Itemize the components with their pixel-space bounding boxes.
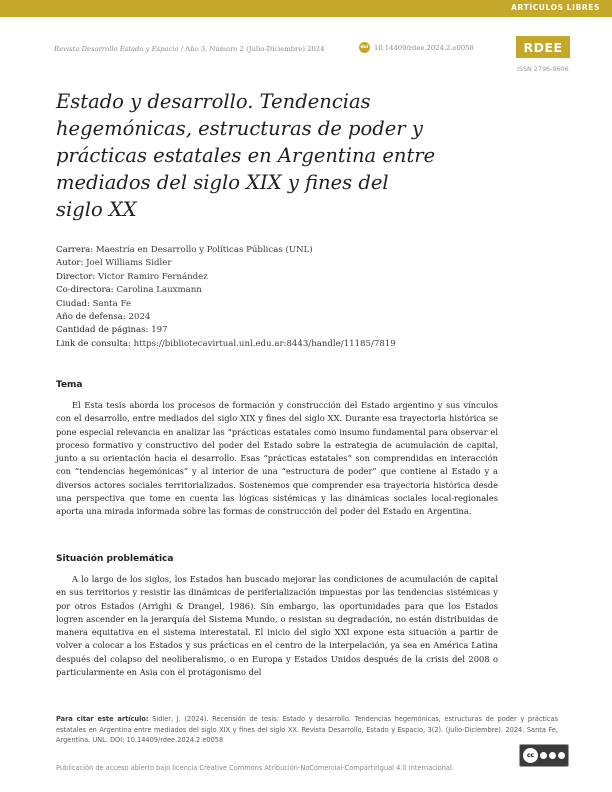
journal-issue: / Año 3, Número 2 (Julio-Diciembre) 2024 [178, 45, 325, 53]
meta-label: Director: [56, 271, 96, 282]
doi-icon: doi [359, 42, 370, 53]
journal-reference [54, 45, 324, 53]
section-banner [0, 0, 612, 17]
doi-text: 10.14409/rdee.2024.2.e0058 [374, 43, 474, 52]
meta-carrera [56, 244, 556, 257]
cc-icon: cc [523, 748, 538, 763]
meta-label: Co-directora: [56, 285, 114, 296]
sa-icon [558, 752, 565, 759]
citation-lead: Para citar este artículo: [56, 715, 149, 723]
cc-conditions [540, 752, 565, 759]
meta-autor [56, 257, 556, 270]
meta-codirectora [56, 284, 556, 297]
meta-value: Maestría en Desarrollo y Políticas Públicas (UNL) [95, 245, 313, 255]
meta-link [56, 338, 556, 351]
meta-value: Santa Fe [92, 298, 132, 309]
situacion-heading: Situación problemática [56, 554, 174, 564]
doi-link[interactable] [359, 42, 474, 53]
meta-label: Carrera: [56, 245, 94, 255]
meta-value: Victor Ramiro Fernández [98, 271, 208, 282]
meta-value: Joel Williams Sidler [86, 258, 172, 269]
situacion-paragraph: A lo largo de los siglos, los Estados han buscado mejorar las condiciones de acumulación de capital en sus territorios y resistir las dinámicas de periferialización impuestas por las tendencias sistémicas y por otros Estados (Arrighi & Drangel, 1986). Sin embargo, las oportunidades para que los Estados logren ascender en la jerarquía del Sistema Mundo, o resistan su degradación, no están distribuidas de manera equitativa en el sistema interestatal. El inicio del siglo XXI expone esta situación a partir de volver a colocar a los Estados y sus prácticas en el centro de la interpelación, ya sea en América Latina después del colapso del neoliberalismo, o en Europa y Estados Unidos después de la crisis del 2008 o particularmente en Asia con el protagonismo del [56, 574, 498, 678]
by-icon [540, 752, 547, 759]
nc-icon [549, 752, 556, 759]
meta-label: Link de consulta: [56, 338, 131, 349]
meta-label: Autor: [56, 258, 84, 269]
meta-paginas [56, 324, 556, 337]
issn: ISSN 2796-9606 [517, 65, 569, 73]
meta-anio [56, 311, 556, 324]
tema-paragraph: El Esta tesis aborda los procesos de formación y construcción del Estado argentino y sus vínculos con el desarrollo, entre mediados del siglo XIX y fines del siglo XX. Durante esa trayectoria histórica se pone especial relevancia en analizar las “prácticas estatales como insumo fundamental para observar el proceso formativo y constructivo del poder del Estado sobre la estrategia de acumulación de capital, junto a su orientación hacia el desarrollo. Esas “prácticas estatales” son comprendidas en interacción con “tendencias hegemónicas” y al interior de una “estructura de poder” que contiene al Estado y a diversos actores sociales territorializados. Sostenemos que comprender esa trayectoria histórica desde una perspectiva que tome en cuenta las lógicas sistémicas y las dinámicas sociales local-regionales aporta una mirada informada sobre las formas de construcción del poder del Estado en Argentina. [56, 400, 498, 517]
meta-director [56, 271, 556, 284]
tema-heading: Tema [56, 380, 83, 390]
license-notice: Publicación de acceso abierto bajo licencia Creative Commons Atribución-NoComercial-CompartirIgual 4.0 Internacional. [56, 764, 454, 772]
section-label: ARTÍCULOS LIBRES [511, 3, 600, 12]
meta-label: Año de defensa: [56, 312, 126, 323]
meta-ciudad [56, 298, 556, 311]
citation [56, 714, 558, 746]
journal-name: Revista Desarrollo Estado y Espacio [54, 45, 179, 53]
citation-text: Sidler, J. (2024). Recensión de tesis: Estado y desarrollo. Tendencias hegemónicas, estructuras de poder y prácticas estatales en Argentina entre mediados del siglo XIX y fines del siglo XX. Revista Desarrollo, Estado y Espacio, 3(2). (Julio-Diciembre). 2024. Santa Fe, Argentina. UNL. DOI: 10.14409/rdee.2024.2.e0058 [56, 715, 558, 745]
meta-value: 2024 [128, 312, 151, 323]
cc-license-badge[interactable] [519, 744, 569, 767]
meta-value: 197 [151, 325, 168, 336]
meta-label: Cantidad de páginas: [56, 325, 149, 336]
link-consulta[interactable]: https://bibliotecavirtual.unl.edu.ar:8443/handle/11185/7819 [133, 338, 396, 349]
meta-label: Ciudad: [56, 298, 90, 309]
thesis-metadata [56, 244, 556, 351]
article-title: Estado y desarrollo. Tendencias hegemónicas, estructuras de poder y prácticas estatales en Argentina entre mediados del siglo XIX y fines del siglo XX [56, 90, 436, 221]
meta-value: Carolina Lauxmann [116, 285, 202, 296]
journal-logo: RDEE [516, 36, 570, 58]
